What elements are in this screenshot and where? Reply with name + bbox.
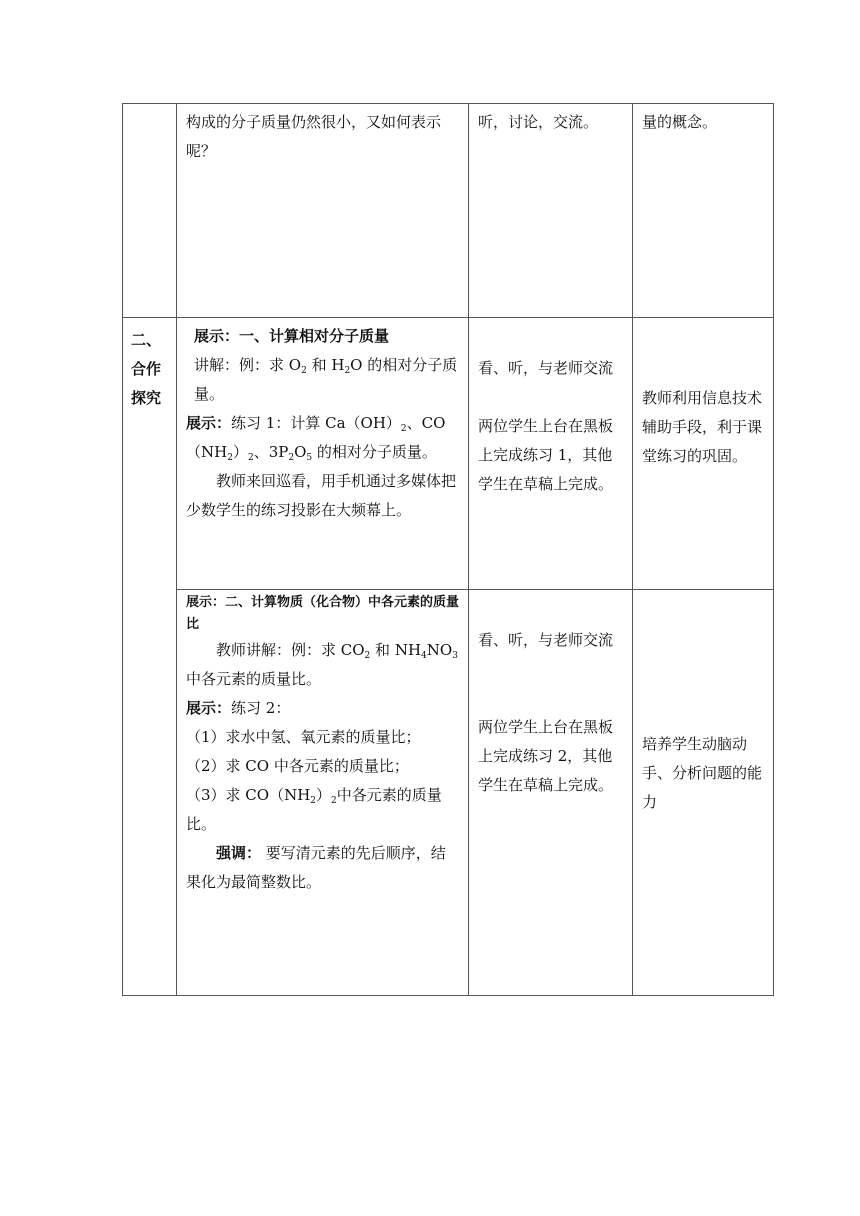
question-3: （3）求 $CO(NH_2)_2$中各元素的质量比。	[186, 786, 442, 833]
content-text: 构成的分子质量仍然很小，又如何表示呢？	[186, 113, 442, 160]
emphasis-note: 强调： 要写清元素的先后顺序，结果化为最简整数比。	[186, 844, 446, 891]
student-activity-text: 听，讨论，交流。	[478, 113, 599, 131]
show-1-title: 展示：一、计算相对分子质量	[194, 327, 390, 345]
table-row	[123, 590, 774, 996]
content-cell	[177, 104, 469, 318]
exercise-1: 展示：练习 1：计算 $Ca(OH)_2$、$CO(NH_2)_2$、$3P_2O_5$ 的相对分子质量。	[186, 414, 446, 463]
content-cell	[177, 318, 469, 590]
explain-example-1: 讲解：例：求 $O_2$ 和 $H_2O$ 的相对分子质量。	[194, 356, 458, 403]
student-activity-cell	[469, 590, 633, 996]
table-row	[123, 318, 774, 590]
design-intent-cell	[633, 318, 774, 590]
design-intent-text: 量的概念。	[642, 113, 718, 131]
exercise-2: 展示：练习 2：	[186, 699, 291, 717]
student-activity-b: 两位学生上台在黑板上完成练习 1，其他学生在草稿上完成。	[478, 417, 614, 493]
show-2-title: 展示：二、计算物质（化合物）中各元素的质量比	[186, 595, 460, 632]
student-activity-b: 两位学生上台在黑板上完成练习 2，其他学生在草稿上完成。	[478, 718, 614, 794]
stage-label-3: 探究	[131, 389, 162, 407]
student-activity-a: 看、听，与老师交流	[478, 359, 614, 377]
content-cell	[177, 590, 469, 996]
lesson-plan-table	[122, 103, 774, 996]
stage-cell	[123, 104, 177, 318]
student-activity-cell	[469, 104, 633, 318]
student-activity-a: 看、听，与老师交流	[478, 631, 614, 649]
question-1: （1）求水中氢、氧元素的质量比；	[186, 728, 421, 746]
design-intent-text: 培养学生动脑动手、分析问题的能力	[642, 735, 763, 811]
question-2: （2）求 CO 中各元素的质量比；	[186, 757, 409, 775]
teacher-note: 教师来回巡看，用手机通过多媒体把少数学生的练习投影在大频幕上。	[186, 472, 457, 519]
explain-example-2: 教师讲解：例：求 $CO_2$ 和 $NH_4NO_3$中各元素的质量比。	[186, 641, 458, 688]
stage-cell	[123, 318, 177, 996]
table-row	[123, 104, 774, 318]
student-activity-cell	[469, 318, 633, 590]
design-intent-cell	[633, 590, 774, 996]
design-intent-text: 教师利用信息技术辅助手段，利于课堂练习的巩固。	[642, 389, 763, 465]
design-intent-cell	[633, 104, 774, 318]
stage-label-2: 合作	[131, 360, 162, 378]
stage-label-1: 二、	[131, 331, 162, 349]
